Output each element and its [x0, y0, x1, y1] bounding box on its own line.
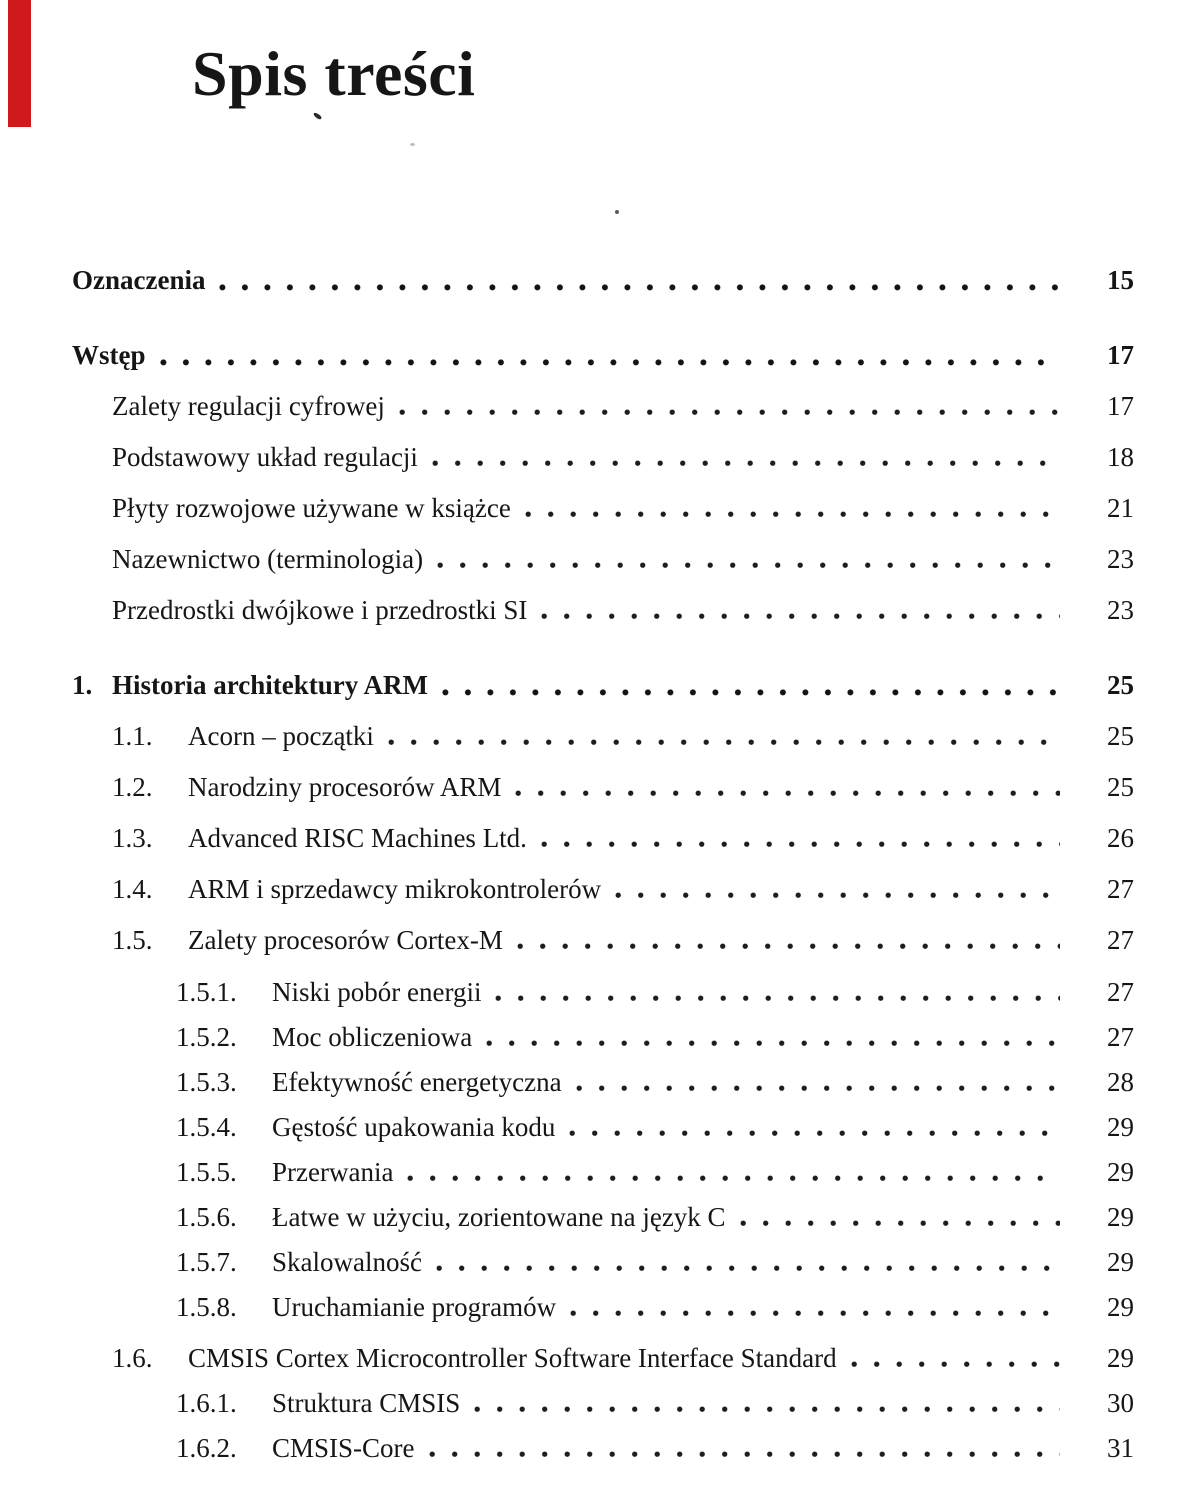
toc-entry-label: Nazewnictwo (terminologia)	[112, 544, 424, 574]
toc-entry-number: 1.6.	[112, 1343, 153, 1373]
toc-entry-page: 25	[1107, 670, 1134, 700]
toc-entry	[0, 1341, 1134, 1375]
toc-entry	[0, 338, 1134, 372]
dot-leader	[432, 460, 1060, 467]
toc-entry-number: 1.5.4.	[176, 1112, 237, 1142]
toc-entry	[0, 491, 1134, 525]
toc-entry-number: 1.5.6.	[176, 1202, 237, 1232]
toc-entry-label: Skalowalność	[272, 1247, 422, 1277]
toc-entry	[0, 1290, 1134, 1324]
toc-entry-label: Advanced RISC Machines Ltd.	[188, 823, 527, 853]
toc-entry	[0, 1386, 1134, 1420]
dot-leader	[525, 511, 1060, 518]
toc-entry-page: 29	[1107, 1202, 1134, 1232]
toc-entry-number: 1.6.1.	[176, 1388, 237, 1418]
toc-entry-page: 25	[1107, 721, 1134, 751]
dot-leader	[429, 1451, 1060, 1458]
dot-leader	[517, 943, 1060, 950]
toc-entry-label: Gęstość upakowania kodu	[272, 1112, 556, 1142]
toc-entry-page: 26	[1107, 823, 1134, 853]
dot-leader	[576, 1085, 1060, 1092]
toc-entry	[0, 593, 1134, 627]
dot-leader	[569, 1130, 1060, 1137]
toc-entry-number: 1.4.	[112, 874, 153, 904]
toc-entry-number: 1.5.5.	[176, 1157, 237, 1187]
dot-leader	[851, 1361, 1060, 1368]
toc-entry-number: 1.5.1.	[176, 977, 237, 1007]
dot-leader	[615, 892, 1060, 899]
toc-entry	[0, 1155, 1134, 1189]
dot-leader	[740, 1220, 1060, 1227]
toc-entry-number: 1.	[72, 670, 93, 700]
toc-entry-page: 27	[1107, 1022, 1134, 1052]
dot-leader	[407, 1175, 1060, 1182]
toc-entry-number: 1.5.3.	[176, 1067, 237, 1097]
toc-entry-label: ARM i sprzedawcy mikrokontrolerów	[188, 874, 602, 904]
toc-entry-page: 25	[1107, 772, 1134, 802]
toc-entry-number: 1.2.	[112, 772, 153, 802]
toc-entry	[0, 1431, 1134, 1465]
toc-entry-number: 1.5.	[112, 925, 153, 955]
toc-entry-label: Uruchamianie programów	[272, 1292, 557, 1322]
toc-list	[0, 263, 1180, 1465]
toc-entry-label: Historia architektury ARM	[112, 670, 428, 700]
dot-leader	[160, 359, 1061, 366]
toc-entry-label: CMSIS Cortex Microcontroller Software Interface Standard	[188, 1343, 837, 1373]
toc-entry-label: Moc obliczeniowa	[272, 1022, 473, 1052]
toc-entry-label: Zalety procesorów Cortex-M	[188, 925, 503, 955]
toc-entry	[0, 770, 1134, 804]
toc-entry-page: 27	[1107, 925, 1134, 955]
toc-entry	[0, 389, 1134, 423]
dot-leader	[570, 1310, 1060, 1317]
toc-entry-page: 27	[1107, 977, 1134, 1007]
toc-entry	[0, 1245, 1134, 1279]
toc-entry	[0, 923, 1134, 957]
toc-entry-page: 29	[1107, 1112, 1134, 1142]
toc-entry-page: 29	[1107, 1343, 1134, 1373]
toc-entry-label: Podstawowy układ regulacji	[112, 442, 418, 472]
toc-entry-page: 29	[1107, 1292, 1134, 1322]
toc-entry-page: 30	[1107, 1388, 1134, 1418]
toc-entry-number: 1.5.7.	[176, 1247, 237, 1277]
toc-entry	[0, 975, 1134, 1009]
toc-entry	[0, 1200, 1134, 1234]
toc-entry-number: 1.5.8.	[176, 1292, 237, 1322]
toc-entry-label: Łatwe w użyciu, zorientowane na język C	[272, 1202, 726, 1232]
toc-entry-page: 17	[1107, 391, 1134, 421]
toc-entry	[0, 1020, 1134, 1054]
toc-entry-page: 23	[1107, 544, 1134, 574]
dot-leader	[541, 613, 1060, 620]
dot-leader	[442, 689, 1060, 696]
toc-entry-label: Płyty rozwojowe używane w książce	[112, 493, 511, 523]
toc-entry	[0, 440, 1134, 474]
toc-entry	[0, 542, 1134, 576]
toc-entry-page: 27	[1107, 874, 1134, 904]
toc-entry-label: CMSIS-Core	[272, 1433, 415, 1463]
dot-leader	[437, 562, 1060, 569]
toc-entry	[0, 263, 1134, 297]
toc-entry-page: 15	[1107, 265, 1134, 295]
toc-entry	[0, 719, 1134, 753]
toc-entry-label: Wstęp	[72, 340, 146, 370]
toc-entry-page: 28	[1107, 1067, 1134, 1097]
dot-leader	[515, 790, 1060, 797]
toc-entry-number: 1.1.	[112, 721, 153, 751]
dot-leader	[495, 995, 1060, 1002]
dot-leader	[388, 739, 1060, 746]
toc-entry-label: Oznaczenia	[72, 265, 206, 295]
toc-entry-number: 1.3.	[112, 823, 153, 853]
toc-entry-page: 23	[1107, 595, 1134, 625]
toc-entry-page: 31	[1107, 1433, 1134, 1463]
toc-entry-label: Narodziny procesorów ARM	[188, 772, 502, 802]
scan-speck	[615, 210, 619, 214]
toc-entry	[0, 872, 1134, 906]
toc-entry-label: Efektywność energetyczna	[272, 1067, 562, 1097]
dot-leader	[436, 1265, 1060, 1272]
toc-entry	[0, 821, 1134, 855]
toc-entry	[0, 1065, 1134, 1099]
toc-entry-page: 18	[1107, 442, 1134, 472]
dot-leader	[219, 284, 1060, 291]
toc-entry-page: 17	[1107, 340, 1134, 370]
toc-entry	[0, 668, 1134, 702]
toc-entry-label: Przerwania	[272, 1157, 394, 1187]
red-margin-mark	[8, 0, 31, 127]
toc-entry-number: 1.6.2.	[176, 1433, 237, 1463]
toc-entry-page: 21	[1107, 493, 1134, 523]
scan-speck	[410, 143, 415, 146]
toc-entry	[0, 1110, 1134, 1144]
toc-entry-label: Struktura CMSIS	[272, 1388, 461, 1418]
page-title: Spis treści	[192, 38, 476, 109]
toc-entry-number: 1.5.2.	[176, 1022, 237, 1052]
toc-entry-label: Acorn – początki	[188, 721, 374, 751]
toc-entry-page: 29	[1107, 1157, 1134, 1187]
dot-leader	[486, 1040, 1060, 1047]
toc-entry-label: Przedrostki dwójkowe i przedrostki SI	[112, 595, 528, 625]
toc-entry-page: 29	[1107, 1247, 1134, 1277]
dot-leader	[541, 841, 1060, 848]
dot-leader	[474, 1406, 1060, 1413]
toc-entry-label: Zalety regulacji cyfrowej	[112, 391, 385, 421]
scan-speck	[313, 112, 323, 121]
toc-entry-label: Niski pobór energii	[272, 977, 482, 1007]
dot-leader	[399, 409, 1060, 416]
